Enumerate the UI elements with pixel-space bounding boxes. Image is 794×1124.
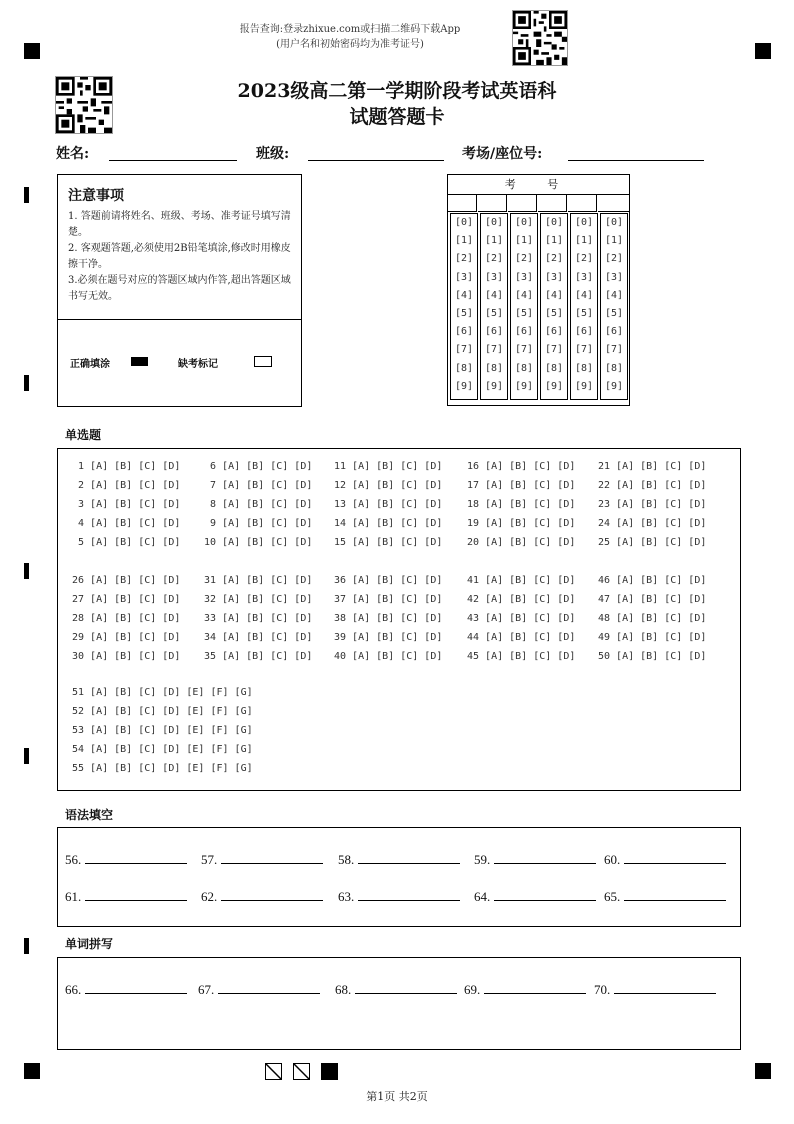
digit-option[interactable]: [1] bbox=[454, 235, 474, 247]
digit-option[interactable]: [6] bbox=[484, 326, 504, 338]
mcq-question[interactable]: 46 [A] [B] [C] [D] bbox=[598, 575, 707, 586]
notice-item: 1. 答题前请将姓名、班级、考场、准考证号填写清楚。 bbox=[68, 211, 291, 238]
mcq-question[interactable]: 49 [A] [B] [C] [D] bbox=[598, 632, 707, 643]
digit-option[interactable]: [6] bbox=[514, 326, 534, 338]
digit-option[interactable]: [0] bbox=[484, 217, 504, 228]
mcq-question[interactable]: 21 [A] [B] [C] [D] bbox=[598, 461, 707, 472]
digit-option[interactable]: [5] bbox=[544, 308, 564, 320]
digit-option[interactable]: [4] bbox=[484, 289, 504, 301]
notice-item: 2. 客观题答题,必须使用2B铅笔填涂,修改时用橡皮擦干净。 bbox=[68, 243, 291, 270]
digit-option[interactable]: [4] bbox=[544, 289, 564, 301]
digit-column[interactable] bbox=[600, 213, 628, 400]
answer-blank[interactable] bbox=[474, 888, 596, 905]
digit-option[interactable]: [5] bbox=[484, 308, 504, 320]
seat-label: 考场/座位号: bbox=[462, 146, 543, 162]
mcq-question[interactable]: 10 [A] [B] [C] [D] bbox=[204, 537, 313, 548]
digit-option[interactable]: [5] bbox=[454, 308, 474, 320]
mcq-question[interactable]: 28 [A] [B] [C] [D] bbox=[72, 613, 181, 624]
mcq-question[interactable]: 7 [A] [B] [C] [D] bbox=[204, 480, 313, 491]
qr-code-top bbox=[512, 10, 568, 66]
class-field[interactable] bbox=[308, 160, 444, 161]
answer-blank[interactable] bbox=[338, 851, 460, 868]
timing-mark bbox=[24, 563, 29, 579]
mcq-question[interactable]: 6 [A] [B] [C] [D] bbox=[204, 461, 313, 472]
digit-option[interactable]: [7] bbox=[604, 344, 624, 356]
seat-field[interactable] bbox=[568, 160, 704, 161]
digit-option[interactable]: [1] bbox=[514, 235, 534, 247]
timing-mark bbox=[24, 938, 29, 954]
mcq-question[interactable]: 32 [A] [B] [C] [D] bbox=[204, 594, 313, 605]
mcq-question[interactable]: 5 [A] [B] [C] [D] bbox=[72, 537, 181, 548]
corner-mark-bottom-left bbox=[24, 1063, 40, 1079]
question-number: 59. bbox=[474, 852, 491, 867]
exam-digit-box[interactable] bbox=[568, 195, 597, 212]
question-number: 57. bbox=[201, 852, 218, 867]
digit-option[interactable]: [3] bbox=[604, 271, 624, 283]
digit-option[interactable]: [3] bbox=[484, 271, 504, 283]
mcq-question[interactable]: 27 [A] [B] [C] [D] bbox=[72, 594, 181, 605]
digit-option[interactable]: [0] bbox=[544, 217, 564, 228]
digit-option[interactable]: [9] bbox=[484, 380, 504, 392]
digit-option[interactable]: [3] bbox=[454, 271, 474, 283]
digit-option[interactable]: [9] bbox=[574, 380, 594, 392]
digit-option[interactable]: [3] bbox=[574, 271, 594, 283]
digit-option[interactable]: [7] bbox=[514, 344, 534, 356]
mcq-question[interactable]: 25 [A] [B] [C] [D] bbox=[598, 537, 707, 548]
answer-blank[interactable] bbox=[201, 888, 323, 905]
mcq-question-7-option[interactable]: 55 [A] [B] [C] [D] [E] [F] [G] bbox=[72, 763, 253, 774]
exam-digit-box[interactable] bbox=[508, 195, 537, 212]
mcq-question[interactable]: 20 [A] [B] [C] [D] bbox=[467, 537, 576, 548]
mcq-question-7-option[interactable]: 52 [A] [B] [C] [D] [E] [F] [G] bbox=[72, 706, 253, 717]
digit-option[interactable]: [3] bbox=[514, 271, 534, 283]
name-label: 姓名: bbox=[56, 146, 90, 162]
mcq-question[interactable]: 45 [A] [B] [C] [D] bbox=[467, 651, 576, 662]
spelling-area bbox=[57, 957, 741, 1050]
question-number: 60. bbox=[604, 852, 621, 867]
mcq-question[interactable]: 33 [A] [B] [C] [D] bbox=[204, 613, 313, 624]
exam-number-grid bbox=[447, 174, 630, 406]
mcq-question[interactable]: 24 [A] [B] [C] [D] bbox=[598, 518, 707, 529]
mcq-question-7-option[interactable]: 53 [A] [B] [C] [D] [E] [F] [G] bbox=[72, 725, 253, 736]
notice-item: 3.必须在题号对应的答题区域内作答,超出答题区域书写无效。 bbox=[68, 275, 291, 302]
answer-line[interactable] bbox=[624, 851, 726, 864]
digit-option[interactable]: [2] bbox=[604, 253, 624, 265]
mcq-question[interactable]: 26 [A] [B] [C] [D] bbox=[72, 575, 181, 586]
digit-option[interactable]: [6] bbox=[604, 326, 624, 338]
digit-option[interactable]: [0] bbox=[514, 217, 534, 228]
mcq-question[interactable]: 3 [A] [B] [C] [D] bbox=[72, 499, 181, 510]
digit-option[interactable]: [3] bbox=[544, 271, 564, 283]
report-query-note bbox=[200, 22, 500, 52]
notice-title: 注意事项 bbox=[68, 188, 124, 204]
digit-option[interactable]: [0] bbox=[454, 217, 474, 228]
divider bbox=[58, 319, 301, 320]
digit-option[interactable]: [8] bbox=[574, 362, 594, 374]
mcq-question[interactable]: 9 [A] [B] [C] [D] bbox=[204, 518, 313, 529]
answer-line[interactable] bbox=[358, 851, 460, 864]
exam-number-title: 考 号 bbox=[448, 175, 629, 195]
class-label: 班级: bbox=[256, 146, 290, 162]
answer-line[interactable] bbox=[484, 981, 586, 994]
answer-blank[interactable] bbox=[464, 981, 586, 998]
mcq-question[interactable]: 11 [A] [B] [C] [D] bbox=[334, 461, 443, 472]
digit-option[interactable]: [0] bbox=[604, 217, 624, 228]
slash-box-icon bbox=[265, 1063, 282, 1080]
answer-line[interactable] bbox=[218, 981, 320, 994]
question-number: 68. bbox=[335, 982, 352, 997]
mcq-question[interactable]: 35 [A] [B] [C] [D] bbox=[204, 651, 313, 662]
timing-mark bbox=[24, 748, 29, 764]
answer-line[interactable] bbox=[494, 851, 596, 864]
digit-option[interactable]: [4] bbox=[454, 289, 474, 301]
mcq-question[interactable]: 37 [A] [B] [C] [D] bbox=[334, 594, 443, 605]
digit-option[interactable]: [8] bbox=[454, 362, 474, 374]
exam-digit-box[interactable] bbox=[598, 195, 629, 212]
digit-option[interactable]: [1] bbox=[604, 235, 624, 247]
digit-option[interactable]: [9] bbox=[544, 380, 564, 392]
digit-option[interactable]: [5] bbox=[604, 308, 624, 320]
mcq-area bbox=[57, 448, 741, 791]
digit-option[interactable]: [1] bbox=[574, 235, 594, 247]
mcq-question[interactable]: 29 [A] [B] [C] [D] bbox=[72, 632, 181, 643]
mcq-question-7-option[interactable]: 51 [A] [B] [C] [D] [E] [F] [G] bbox=[72, 687, 253, 698]
page-subtitle: 试题答题卡 bbox=[349, 106, 445, 128]
digit-option[interactable]: [2] bbox=[574, 253, 594, 265]
mcq-question[interactable]: 50 [A] [B] [C] [D] bbox=[598, 651, 707, 662]
corner-mark-bottom-right bbox=[755, 1063, 771, 1079]
mcq-question[interactable]: 4 [A] [B] [C] [D] bbox=[72, 518, 181, 529]
digit-option[interactable]: [1] bbox=[484, 235, 504, 247]
digit-option[interactable]: [7] bbox=[484, 344, 504, 356]
slash-box-icon bbox=[293, 1063, 310, 1080]
answer-line[interactable] bbox=[221, 888, 323, 901]
answer-blank[interactable] bbox=[474, 851, 596, 868]
correct-fill-label: 正确填涂 bbox=[70, 359, 110, 370]
grammar-area bbox=[57, 827, 741, 927]
answer-line[interactable] bbox=[358, 888, 460, 901]
filled-sample-icon bbox=[131, 357, 148, 366]
notice-items bbox=[68, 209, 294, 305]
digit-option[interactable]: [2] bbox=[454, 253, 474, 265]
mcq-question[interactable]: 2 [A] [B] [C] [D] bbox=[72, 480, 181, 491]
digit-option[interactable]: [0] bbox=[574, 217, 594, 228]
mcq-question[interactable]: 14 [A] [B] [C] [D] bbox=[334, 518, 443, 529]
mcq-question[interactable]: 17 [A] [B] [C] [D] bbox=[467, 480, 576, 491]
digit-option[interactable]: [5] bbox=[574, 308, 594, 320]
mcq-question[interactable]: 41 [A] [B] [C] [D] bbox=[467, 575, 576, 586]
question-number: 63. bbox=[338, 889, 355, 904]
mcq-question[interactable]: 23 [A] [B] [C] [D] bbox=[598, 499, 707, 510]
digit-option[interactable]: [1] bbox=[544, 235, 564, 247]
answer-line[interactable] bbox=[614, 981, 716, 994]
page-title: 2023级高二第一学期阶段考试英语科 bbox=[237, 80, 557, 102]
digit-option[interactable]: [9] bbox=[514, 380, 534, 392]
answer-line[interactable] bbox=[355, 981, 457, 994]
question-number: 58. bbox=[338, 852, 355, 867]
answer-blank[interactable] bbox=[604, 851, 726, 868]
answer-line[interactable] bbox=[494, 888, 596, 901]
exam-digit-box[interactable] bbox=[538, 195, 567, 212]
mcq-question[interactable]: 19 [A] [B] [C] [D] bbox=[467, 518, 576, 529]
mcq-question[interactable]: 1 [A] [B] [C] [D] bbox=[72, 461, 181, 472]
digit-option[interactable]: [2] bbox=[544, 253, 564, 265]
digit-column[interactable] bbox=[480, 213, 508, 400]
section-title-spelling: 单词拼写 bbox=[65, 937, 114, 951]
digit-option[interactable]: [4] bbox=[604, 289, 624, 301]
mcq-question[interactable]: 38 [A] [B] [C] [D] bbox=[334, 613, 443, 624]
question-number: 64. bbox=[474, 889, 491, 904]
digit-option[interactable]: [8] bbox=[514, 362, 534, 374]
digit-option[interactable]: [4] bbox=[574, 289, 594, 301]
digit-option[interactable]: [2] bbox=[514, 253, 534, 265]
digit-option[interactable]: [5] bbox=[514, 308, 534, 320]
mcq-question[interactable]: 22 [A] [B] [C] [D] bbox=[598, 480, 707, 491]
timing-mark bbox=[24, 375, 29, 391]
mcq-question[interactable]: 44 [A] [B] [C] [D] bbox=[467, 632, 576, 643]
corner-mark-top-right bbox=[755, 43, 771, 59]
answer-line[interactable] bbox=[85, 981, 187, 994]
question-number: 61. bbox=[65, 889, 82, 904]
mcq-question[interactable]: 12 [A] [B] [C] [D] bbox=[334, 480, 443, 491]
digit-option[interactable]: [9] bbox=[454, 380, 474, 392]
answer-blank[interactable] bbox=[338, 888, 460, 905]
note-line-2: (用户名和初始密码均为准考证号) bbox=[276, 39, 424, 50]
mcq-question[interactable]: 36 [A] [B] [C] [D] bbox=[334, 575, 443, 586]
mcq-question[interactable]: 43 [A] [B] [C] [D] bbox=[467, 613, 576, 624]
mcq-question[interactable]: 42 [A] [B] [C] [D] bbox=[467, 594, 576, 605]
digit-column[interactable] bbox=[510, 213, 538, 400]
mcq-question[interactable]: 18 [A] [B] [C] [D] bbox=[467, 499, 576, 510]
mcq-question[interactable]: 34 [A] [B] [C] [D] bbox=[204, 632, 313, 643]
digit-option[interactable]: [8] bbox=[604, 362, 624, 374]
digit-column[interactable] bbox=[540, 213, 568, 400]
section-title-grammar: 语法填空 bbox=[65, 808, 114, 822]
answer-line[interactable] bbox=[221, 851, 323, 864]
digit-option[interactable]: [4] bbox=[514, 289, 534, 301]
question-number: 70. bbox=[594, 982, 611, 997]
mcq-question[interactable]: 16 [A] [B] [C] [D] bbox=[467, 461, 576, 472]
digit-option[interactable]: [6] bbox=[574, 326, 594, 338]
mcq-question[interactable]: 15 [A] [B] [C] [D] bbox=[334, 537, 443, 548]
digit-option[interactable]: [6] bbox=[544, 326, 564, 338]
question-number: 67. bbox=[198, 982, 215, 997]
answer-blank[interactable] bbox=[201, 851, 323, 868]
digit-option[interactable]: [7] bbox=[454, 344, 474, 356]
question-number: 69. bbox=[464, 982, 481, 997]
answer-line[interactable] bbox=[85, 851, 187, 864]
filled-box-icon bbox=[321, 1063, 338, 1080]
digit-option[interactable]: [8] bbox=[484, 362, 504, 374]
digit-option[interactable]: [7] bbox=[544, 344, 564, 356]
note-line-1: 报告查询:登录zhixue.com或扫描二维码下载App bbox=[239, 24, 461, 35]
mcq-question-7-option[interactable]: 54 [A] [B] [C] [D] [E] [F] [G] bbox=[72, 744, 253, 755]
digit-option[interactable]: [9] bbox=[604, 380, 624, 392]
answer-blank[interactable] bbox=[65, 888, 187, 905]
digit-column[interactable] bbox=[570, 213, 598, 400]
digit-column[interactable] bbox=[450, 213, 478, 400]
student-info-row bbox=[56, 143, 746, 167]
exam-digit-box[interactable] bbox=[448, 195, 477, 212]
mcq-question[interactable]: 40 [A] [B] [C] [D] bbox=[334, 651, 443, 662]
absent-checkbox[interactable] bbox=[254, 356, 272, 367]
name-field[interactable] bbox=[109, 160, 237, 161]
answer-line[interactable] bbox=[624, 888, 726, 901]
digit-option[interactable]: [6] bbox=[454, 326, 474, 338]
question-number: 56. bbox=[65, 852, 82, 867]
digit-option[interactable]: [7] bbox=[574, 344, 594, 356]
exam-digit-box[interactable] bbox=[478, 195, 507, 212]
absent-mark-label: 缺考标记 bbox=[178, 359, 218, 370]
mcq-question[interactable]: 39 [A] [B] [C] [D] bbox=[334, 632, 443, 643]
notice-box bbox=[57, 174, 302, 407]
answer-blank[interactable] bbox=[604, 888, 726, 905]
question-number: 62. bbox=[201, 889, 218, 904]
question-number: 66. bbox=[65, 982, 82, 997]
mcq-question[interactable]: 8 [A] [B] [C] [D] bbox=[204, 499, 313, 510]
mcq-question[interactable]: 13 [A] [B] [C] [D] bbox=[334, 499, 443, 510]
corner-mark-top-left bbox=[24, 43, 40, 59]
digit-option[interactable]: [8] bbox=[544, 362, 564, 374]
answer-blank[interactable] bbox=[198, 981, 320, 998]
mcq-question[interactable]: 48 [A] [B] [C] [D] bbox=[598, 613, 707, 624]
question-number: 65. bbox=[604, 889, 621, 904]
answer-blank[interactable] bbox=[65, 981, 187, 998]
answer-blank[interactable] bbox=[335, 981, 457, 998]
section-title-mcq: 单选题 bbox=[65, 428, 102, 442]
page-footer: 第1页 共2页 bbox=[366, 1090, 428, 1103]
timing-mark bbox=[24, 187, 29, 203]
digit-option[interactable]: [2] bbox=[484, 253, 504, 265]
mcq-question[interactable]: 30 [A] [B] [C] [D] bbox=[72, 651, 181, 662]
mcq-question[interactable]: 47 [A] [B] [C] [D] bbox=[598, 594, 707, 605]
mcq-question[interactable]: 31 [A] [B] [C] [D] bbox=[204, 575, 313, 586]
answer-blank[interactable] bbox=[65, 851, 187, 868]
answer-blank[interactable] bbox=[594, 981, 716, 998]
answer-line[interactable] bbox=[85, 888, 187, 901]
